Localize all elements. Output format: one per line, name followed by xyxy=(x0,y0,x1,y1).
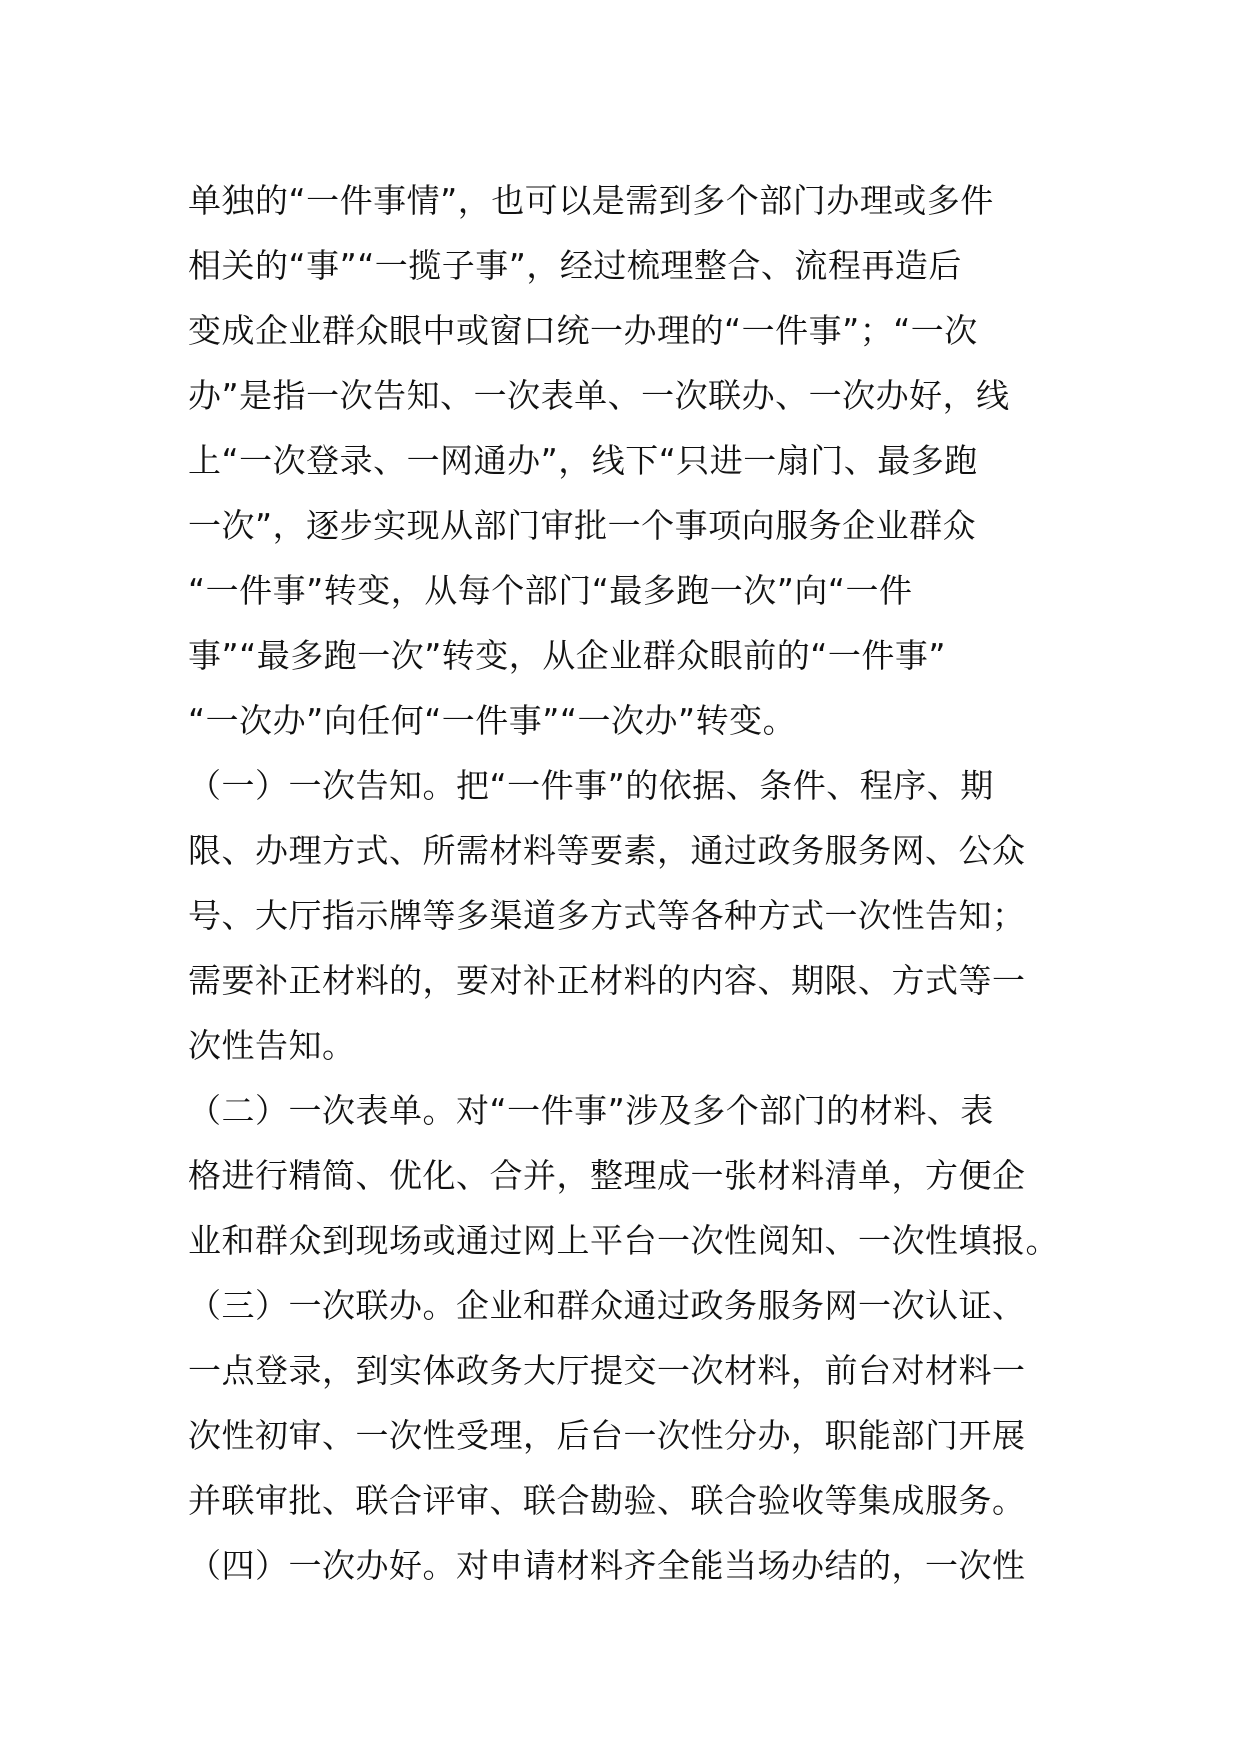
text-line: 上“一次登录、一网通办”，线下“只进一扇门、最多跑 xyxy=(188,441,978,480)
text-line: 一点登录，到实体政务大厅提交一次材料，前台对材料一 xyxy=(188,1351,1026,1390)
section-two-heading-line: （二）一次表单。对“一件事”涉及多个部门的材料、表 xyxy=(188,1091,994,1130)
text-line: 需要补正材料的，要对补正材料的内容、期限、方式等一 xyxy=(188,961,1026,1000)
body-text xyxy=(188,168,1058,1598)
section-four-heading-line: （四）一次办好。对申请材料齐全能当场办结的，一次性 xyxy=(188,1546,1026,1585)
text-line: 事”“最多跑一次”转变，从企业群众眼前的“一件事” xyxy=(188,636,946,675)
text-line: 单独的“一件事情”，也可以是需到多个部门办理或多件 xyxy=(188,181,994,220)
text-line: 并联审批、联合评审、联合勘验、联合验收等集成服务。 xyxy=(188,1481,1026,1520)
text-line: 一次”，逐步实现从部门审批一个事项向服务企业群众 xyxy=(188,506,977,545)
text-line: 次性初审、一次性受理，后台一次性分办，职能部门开展 xyxy=(188,1416,1026,1455)
text-line: 相关的“事”“一揽子事”，经过梳理整合、流程再造后 xyxy=(188,246,962,285)
text-line: 格进行精简、优化、合并，整理成一张材料清单，方便企 xyxy=(188,1156,1026,1195)
text-line: 次性告知。 xyxy=(188,1026,356,1065)
section-three-heading-line: （三）一次联办。企业和群众通过政务服务网一次认证、 xyxy=(188,1286,1026,1325)
text-line: “一次办”向任何“一件事”“一次办”转变。 xyxy=(188,701,797,740)
text-line: 限、办理方式、所需材料等要素，通过政务服务网、公众 xyxy=(188,831,1026,870)
text-line: 业和群众到现场或通过网上平台一次性阅知、一次性填报。 xyxy=(188,1221,1059,1260)
section-one-heading-line: （一）一次告知。把“一件事”的依据、条件、程序、期 xyxy=(188,766,994,805)
text-line: 号、大厅指示牌等多渠道多方式等各种方式一次性告知； xyxy=(188,896,1026,935)
text-line: 变成企业群众眼中或窗口统一办理的“一件事”；“一次 xyxy=(188,311,978,350)
text-line: 办”是指一次告知、一次表单、一次联办、一次办好，线 xyxy=(188,376,1010,415)
text-line: “一件事”转变，从每个部门“最多跑一次”向“一件 xyxy=(188,571,913,610)
